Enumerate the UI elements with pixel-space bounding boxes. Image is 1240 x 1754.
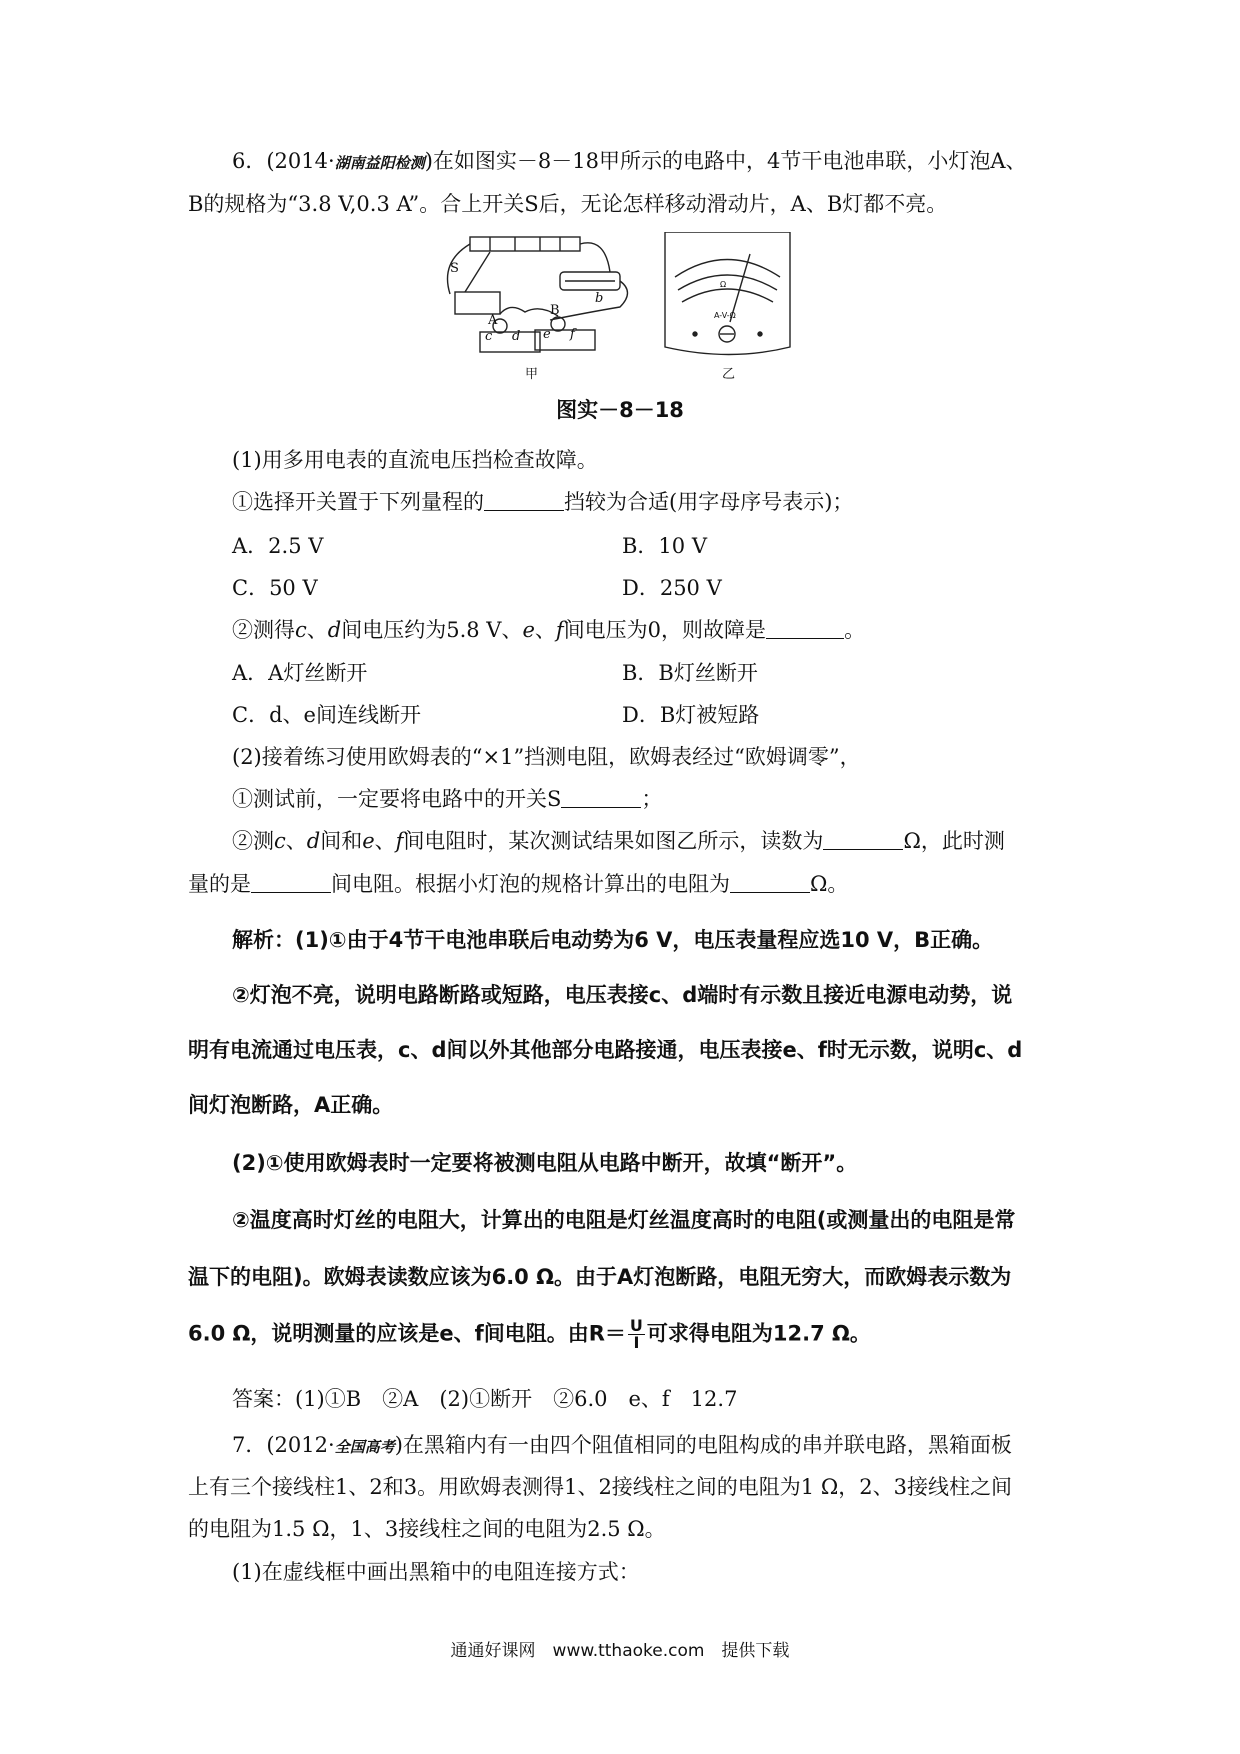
page-footer: 通通好课网 www.tthaoke.com 提供下载 <box>450 1641 790 1661</box>
analysis-line8: 6.0 Ω，说明测量的应该是e、f间电阻。由R＝ $\frac{U}{I}$ 可求得电阻为12.7 Ω。 <box>188 1316 871 1352</box>
answer-blank[interactable] <box>730 870 810 893</box>
option-d[interactable]: D．B灯被短路 <box>622 703 760 727</box>
q6-part2-q2-line1: ②测c、d间和e、f间电阻时，某次测试结果如图乙所示，读数为 Ω，此时测 <box>232 829 1005 853</box>
analysis-line1: 解析：(1)①由于4节干电池串联后电动势为6 V，电压表量程应选10 V，B正确。 <box>232 928 994 952</box>
label-switch: S <box>450 261 459 276</box>
multimeter-yi <box>665 232 790 355</box>
option-d[interactable]: D．250 V <box>622 576 722 600</box>
circuit-figures <box>430 232 860 382</box>
label-lamp-a: A <box>488 313 498 328</box>
option-a[interactable]: A．2.5 V <box>232 534 324 558</box>
analysis-line4: 间灯泡断路，A正确。 <box>188 1093 394 1117</box>
q6-part2-q2-line2: 量的是 间电阻。根据小灯泡的规格计算出的电阻为 Ω。 <box>188 872 849 896</box>
answer-blank[interactable] <box>766 616 844 639</box>
q6-part1-heading: (1)用多用电表的直流电压挡检查故障。 <box>232 448 598 472</box>
label-e: e <box>543 327 551 342</box>
option-a[interactable]: A．A灯丝断开 <box>232 661 368 685</box>
option-b[interactable]: B．10 V <box>622 534 707 558</box>
option-c[interactable]: C．50 V <box>232 576 318 600</box>
label-d: d <box>512 329 521 344</box>
label-b: b <box>595 291 604 306</box>
q7-line4: (1)在虚线框中画出黑箱中的电阻连接方式： <box>232 1560 640 1584</box>
q6-part2-heading: (2)接着练习使用欧姆表的“×1”挡测电阻，欧姆表经过“欧姆调零”， <box>232 745 861 769</box>
meter-body <box>665 232 790 355</box>
answer-blank[interactable] <box>251 870 331 893</box>
q7-line1: 7．(2012·全国高考)在黑箱内有一由四个阻值相同的电阻构成的串并联电路，黑箱面板 <box>232 1433 1012 1457</box>
q6-part2-q1: ①测试前，一定要将电路中的开关S ； <box>232 787 663 811</box>
q6-part1-q1: ①选择开关置于下列量程的 挡较为合适(用字母序号表示)； <box>232 490 854 514</box>
option-c[interactable]: C．d、e间连线断开 <box>232 703 421 727</box>
q6-intro-line2: B的规格为“3.8 V,0.3 A”。合上开关S后，无论怎样移动滑动片，A、B灯都不亮。 <box>188 192 948 216</box>
label-f: f <box>570 327 575 342</box>
meter-av-label: A-V-Ω <box>714 311 736 320</box>
label-jia: 甲 <box>525 367 539 382</box>
q7-line2: 上有三个接线柱1、2和3。用欧姆表测得1、2接线柱之间的电阻为1 Ω，2、3接线柱之间 <box>188 1475 1012 1499</box>
analysis-line3: 明有电流通过电压表，c、d间以外其他部分电路接通，电压表接e、f时无示数，说明c、d <box>188 1038 1023 1062</box>
switch-base <box>455 292 500 314</box>
analysis-line5: (2)①使用欧姆表时一定要将被测电阻从电路中断开，故填“断开”。 <box>232 1151 858 1175</box>
formula-fraction: $\frac{U}{I}$ <box>629 1316 643 1352</box>
label-yi: 乙 <box>722 367 736 382</box>
meter-omega-label: Ω <box>720 280 727 289</box>
analysis-line7: 温下的电阻)。欧姆表读数应该为6.0 Ω。由于A灯泡断路，电阻无穷大，而欧姆表示数为 <box>188 1265 1012 1289</box>
option-b[interactable]: B．B灯丝断开 <box>622 661 758 685</box>
label-c: c <box>485 329 493 344</box>
analysis-line2: ②灯泡不亮，说明电路断路或短路，电压表接c、d端时有示数且接近电源电动势，说 <box>232 983 1013 1007</box>
answer-blank[interactable] <box>561 785 641 808</box>
switch-lever <box>465 252 490 292</box>
figure-caption: 图实－8－18 <box>556 398 684 422</box>
answer-blank[interactable] <box>484 488 564 511</box>
battery-pack <box>470 237 580 251</box>
answer-blank[interactable] <box>823 827 903 850</box>
analysis-line6: ②温度高时灯丝的电阻大，计算出的电阻是灯丝温度高时的电阻(或测量出的电阻是常 <box>232 1208 1016 1232</box>
label-lamp-b: B <box>550 303 560 318</box>
q6-part1-q2: ②测得c、d间电压约为5.8 V、e、f间电压为0，则故障是 。 <box>232 618 866 642</box>
q6-intro-line1: 6．(2014·湖南益阳检测)在如图实－8－18甲所示的电路中，4节干电池串联，小灯泡A、 <box>232 149 1027 173</box>
q7-line3: 的电阻为1.5 Ω，1、3接线柱之间的电阻为2.5 Ω。 <box>188 1517 666 1541</box>
answer-line: 答案：(1)①B ②A (2)①断开 ②6.0 e、f 12.7 <box>232 1387 738 1411</box>
